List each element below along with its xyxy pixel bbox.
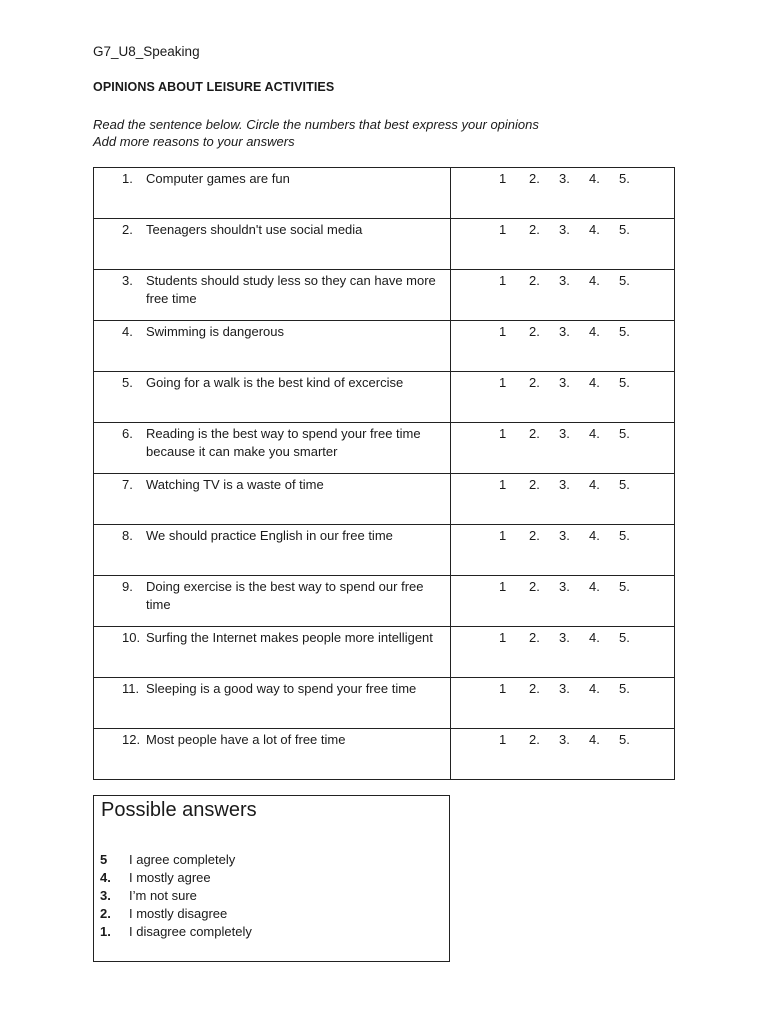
table-row [94,576,675,627]
statement-text: Going for a walk is the best kind of excercise [146,375,404,390]
rating-option[interactable]: 5. [619,171,630,186]
rating-cell [451,525,675,576]
rating-cell [451,576,675,627]
rating-option[interactable]: 2. [529,630,540,645]
rating-option[interactable]: 1 [499,681,507,696]
rating-option[interactable]: 5. [619,681,630,696]
worksheet-title: OPINIONS ABOUT LEISURE ACTIVITIES [93,80,335,94]
rating-option[interactable]: 1 [499,375,507,390]
statement-number: 1. [122,171,133,186]
statement-number: 4. [122,324,133,339]
statement-cell [94,627,451,678]
list-item [100,923,252,941]
rating-option[interactable]: 3. [559,375,570,390]
statement-text: We should practice English in our free time [146,528,393,543]
possible-answers-title: Possible answers [101,799,257,821]
rating-cell [451,168,675,219]
rating-option[interactable]: 1 [499,273,507,288]
rating-option[interactable]: 4. [589,579,600,594]
rating-option[interactable]: 1 [499,732,507,747]
rating-cell [451,627,675,678]
rating-cell [451,321,675,372]
statement-number: 8. [122,528,133,543]
rating-option[interactable]: 1 [499,579,507,594]
rating-option[interactable]: 5. [619,273,630,288]
rating-cell [451,678,675,729]
statement-text: Computer games are fun [146,171,290,186]
statement-cell [94,729,451,780]
answer-key: 2. [100,906,111,921]
instruction-line: Read the sentence below. Circle the numbers that best express your opinions [93,117,539,132]
answer-text: I’m not sure [129,888,197,903]
document-code: G7_U8_Speaking [93,44,200,59]
statement-cell [94,423,451,474]
statement-cell [94,219,451,270]
rating-cell [451,270,675,321]
statement-number: 2. [122,222,133,237]
rating-option[interactable]: 4. [589,222,600,237]
list-item [100,869,252,887]
rating-option[interactable]: 5. [619,222,630,237]
rating-cell [451,372,675,423]
statement-cell [94,576,451,627]
rating-option[interactable]: 4. [589,477,600,492]
rating-option[interactable]: 2. [529,681,540,696]
answer-text: I disagree completely [129,924,252,939]
rating-option[interactable]: 5. [619,477,630,492]
statement-cell [94,321,451,372]
rating-option[interactable]: 2. [529,171,540,186]
rating-option[interactable]: 2. [529,732,540,747]
rating-option[interactable]: 5. [619,426,630,441]
table-row [94,219,675,270]
table-row [94,168,675,219]
answer-text: I mostly agree [129,870,211,885]
rating-option[interactable]: 4. [589,375,600,390]
answer-key: 3. [100,888,111,903]
answer-key: 1. [100,924,111,939]
rating-option[interactable]: 4. [589,171,600,186]
table-row [94,729,675,780]
statement-text: Watching TV is a waste of time [146,477,324,492]
rating-option[interactable]: 5. [619,630,630,645]
rating-option[interactable]: 2. [529,375,540,390]
table-row [94,321,675,372]
table-row [94,423,675,474]
table-row [94,270,675,321]
rating-option[interactable]: 3. [559,324,570,339]
rating-option[interactable]: 2. [529,222,540,237]
rating-option[interactable]: 5. [619,732,630,747]
statement-text: Most people have a lot of free time [146,732,346,747]
statement-number: 6. [122,426,133,441]
statement-text: Doing exercise is the best way to spend our free time [146,579,424,612]
rating-option[interactable]: 3. [559,732,570,747]
answers-list [100,851,252,941]
rating-option[interactable]: 4. [589,630,600,645]
rating-option[interactable]: 3. [559,273,570,288]
statement-text: Swimming is dangerous [146,324,285,339]
rating-option[interactable]: 3. [559,528,570,543]
instructions [93,116,539,150]
rating-option[interactable]: 3. [559,681,570,696]
list-item [100,905,252,923]
rating-cell [451,219,675,270]
statement-text: Reading is the best way to spend your free time because it can make you smarter [146,426,421,459]
possible-answers-box [93,795,450,962]
table-row [94,678,675,729]
statement-cell [94,372,451,423]
rating-option[interactable]: 3. [559,222,570,237]
rating-option[interactable]: 2. [529,426,540,441]
opinion-table [93,167,675,780]
instruction-line: Add more reasons to your answers [93,134,295,149]
rating-option[interactable]: 5. [619,528,630,543]
rating-option[interactable]: 4. [589,273,600,288]
rating-option[interactable]: 4. [589,681,600,696]
rating-option[interactable]: 4. [589,324,600,339]
statement-number: 5. [122,375,133,390]
rating-option[interactable]: 1 [499,528,507,543]
statement-text: Sleeping is a good way to spend your free time [146,681,417,696]
rating-cell [451,474,675,525]
answer-key: 4. [100,870,111,885]
statement-text: Students should study less so they can have more free time [146,273,436,306]
list-item [100,851,252,869]
rating-option[interactable]: 3. [559,579,570,594]
rating-option[interactable]: 3. [559,630,570,645]
rating-option[interactable]: 2. [529,528,540,543]
rating-option[interactable]: 3. [559,477,570,492]
answer-key: 5 [100,852,108,867]
rating-option[interactable]: 2. [529,273,540,288]
rating-option[interactable]: 2. [529,579,540,594]
rating-option[interactable]: 1 [499,426,507,441]
statement-number: 3. [122,273,133,288]
statement-number: 9. [122,579,133,594]
rating-option[interactable]: 3. [559,426,570,441]
statement-number: 10. [122,630,141,645]
statement-number: 7. [122,477,133,492]
rating-option[interactable]: 1 [499,477,507,492]
statement-cell [94,168,451,219]
rating-cell [451,423,675,474]
rating-option[interactable]: 1 [499,222,507,237]
rating-option[interactable]: 3. [559,171,570,186]
answer-text: I mostly disagree [129,906,228,921]
rating-option[interactable]: 5. [619,324,630,339]
rating-option[interactable]: 1 [499,630,507,645]
list-item [100,887,252,905]
rating-option[interactable]: 4. [589,732,600,747]
rating-cell [451,729,675,780]
statement-cell [94,270,451,321]
statement-cell [94,474,451,525]
statement-number: 11. [122,681,140,696]
rating-option[interactable]: 1 [499,171,507,186]
table-row [94,474,675,525]
statement-text: Teenagers shouldn't use social media [146,222,363,237]
rating-option[interactable]: 2. [529,477,540,492]
statement-text: Surfing the Internet makes people more intelligent [146,630,433,645]
rating-option[interactable]: 4. [589,426,600,441]
rating-option[interactable]: 5. [619,579,630,594]
statement-cell [94,678,451,729]
table-row [94,525,675,576]
statement-cell [94,525,451,576]
table-row [94,372,675,423]
rating-option[interactable]: 1 [499,324,507,339]
rating-option[interactable]: 4. [589,528,600,543]
rating-option[interactable]: 5. [619,375,630,390]
rating-option[interactable]: 2. [529,324,540,339]
statement-number: 12. [122,732,141,747]
answer-text: I agree completely [129,852,236,867]
table-row [94,627,675,678]
